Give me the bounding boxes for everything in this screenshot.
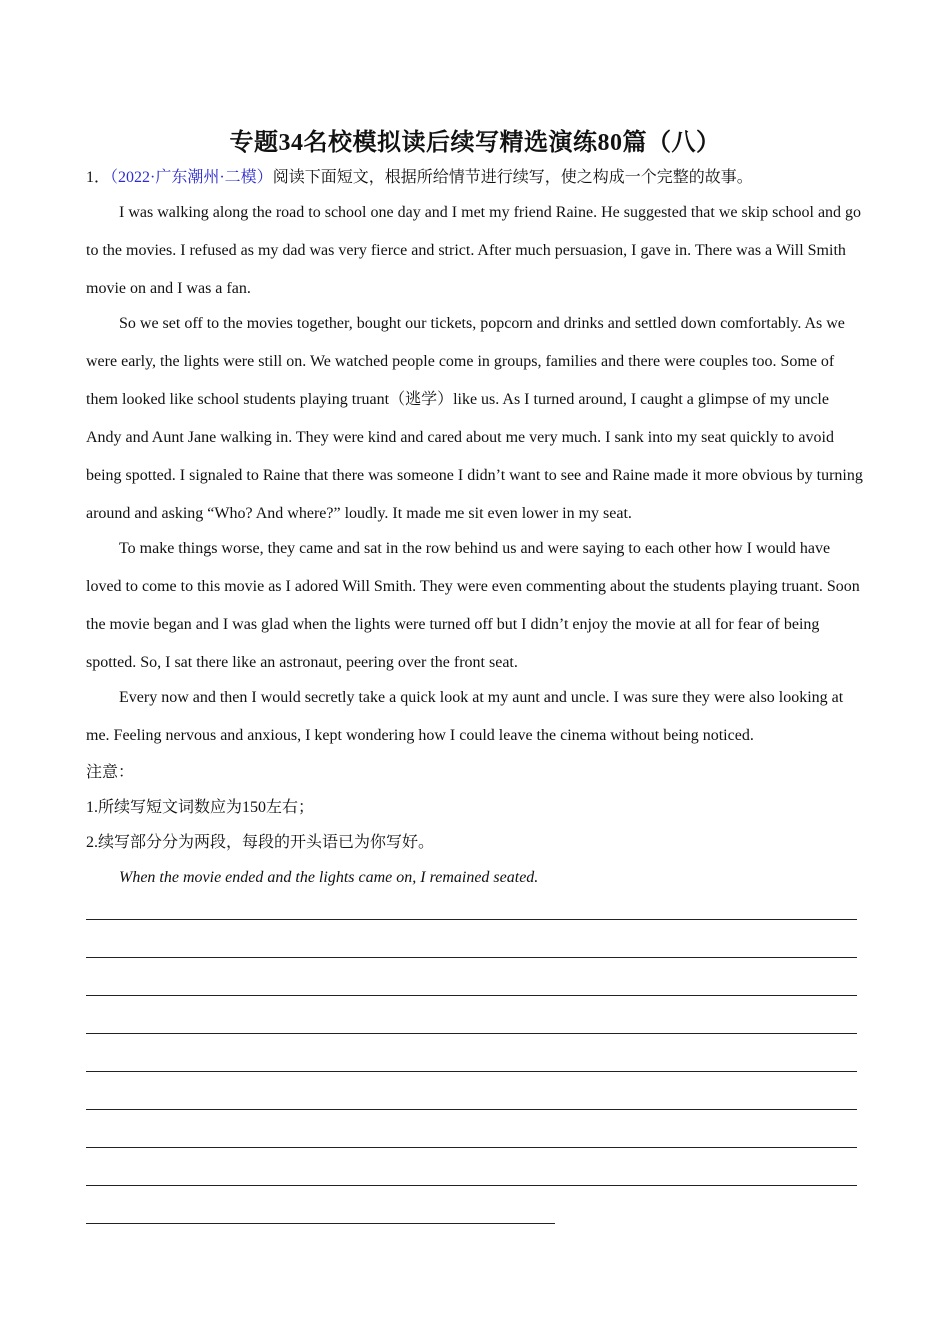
answer-line bbox=[86, 1147, 857, 1148]
notes-heading: 注意： bbox=[86, 764, 135, 781]
answer-line bbox=[86, 1185, 857, 1186]
question-instruction: 阅读下面短文，根据所给情节进行续写，使之构成一个完整的故事。 bbox=[272, 169, 753, 186]
answer-line bbox=[86, 957, 857, 958]
answer-line bbox=[86, 1223, 555, 1224]
continuation-start-sentence: When the movie ended and the lights came on, I remained seated. bbox=[119, 869, 539, 886]
passage-paragraph-4: Every now and then I would secretly take a quick look at my aunt and uncle. I was sure they were also looking at me. Feeling nervous and anxious, I kept wondering how I could leave the cinema without being noticed. bbox=[86, 689, 844, 744]
notes-item-2: 2.续写部分分为两段，每段的开头语已为你写好。 bbox=[86, 834, 435, 851]
question-number: 1． bbox=[86, 169, 111, 186]
answer-line bbox=[86, 1071, 857, 1072]
passage-paragraph-2: So we set off to the movies together, bought our tickets, popcorn and drinks and settled down comfortably. As we were early, the lights were still on. We watched people come in groups, families and there were couples too. Some of them looked like school students playing truant（逃学）like us. As I turned around, I caught a glimpse of my uncle Andy and Aunt Jane walking in. They were kind and cared about me very much. I sank into my seat quickly to avoid being spotted. I signaled to Raine that there was someone I didn’t want to see and Raine made it more obvious by turning around and asking “Who? And where?” loudly. It made me sit even lower in my seat. bbox=[86, 315, 863, 522]
answer-line bbox=[86, 995, 857, 996]
question-header bbox=[86, 167, 753, 189]
notes-item-1: 1.所续写短文词数应为150左右； bbox=[86, 799, 315, 816]
answer-line bbox=[86, 1033, 857, 1034]
question-source: （2022·广东潮州·二模） bbox=[110, 169, 273, 186]
page-title: 专题34名校模拟读后续写精选演练80篇（八） bbox=[229, 130, 721, 156]
passage-paragraph-1: I was walking along the road to school one day and I met my friend Raine. He suggested that we skip school and go to the movies. I refused as my dad was very fierce and strict. After much persuasion, I gave in. There was a Will Smith movie on and I was a fan. bbox=[86, 204, 862, 297]
answer-line bbox=[86, 1109, 857, 1110]
answer-line bbox=[86, 919, 857, 920]
passage-paragraph-3: To make things worse, they came and sat in the row behind us and were saying to each other how I would have loved to come to this movie as I adored Will Smith. They were even commenting about the students playing truant. Soon the movie began and I was glad when the lights were turned off but I didn’t enjoy the movie at all for fear of being spotted. So, I sat there like an astronaut, peering over the front seat. bbox=[86, 540, 860, 671]
